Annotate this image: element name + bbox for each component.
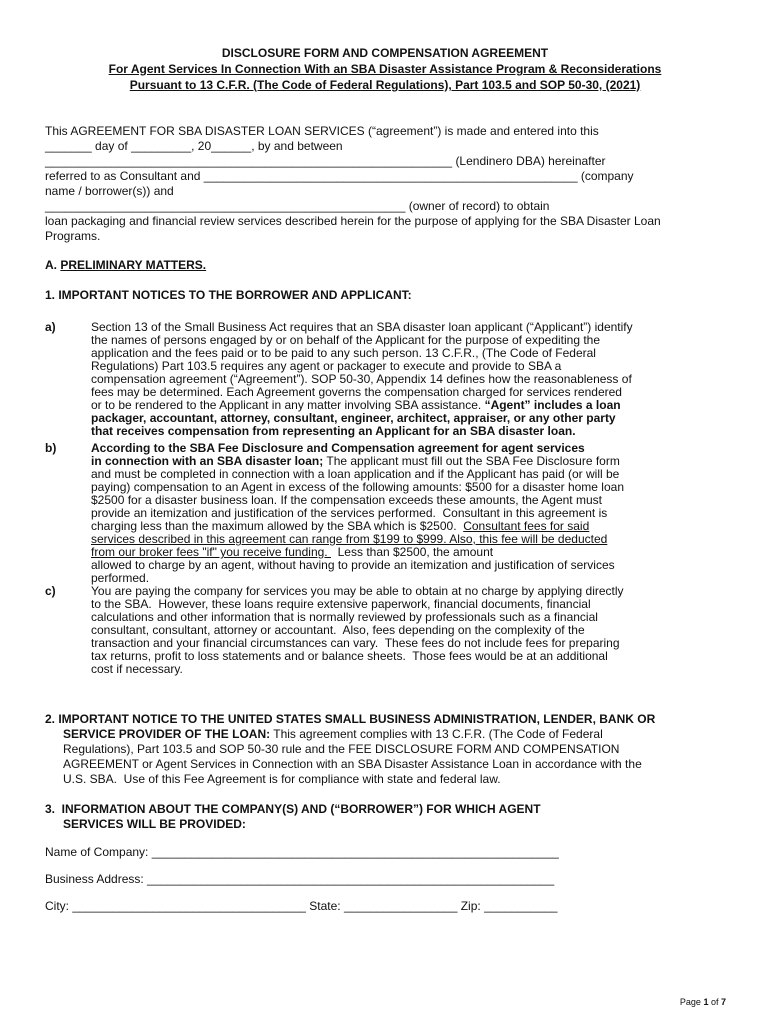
item-c-line: consultant, consultant, attorney or accountant. Also, fees depending on the complexity of the [91, 623, 585, 637]
document-subtitle-1: For Agent Services In Connection With an SBA Disaster Assistance Program & Reconsiderations [108, 62, 662, 76]
section-3-heading-cont: SERVICES WILL BE PROVIDED: [63, 817, 246, 831]
section-a-title: PRELIMINARY MATTERS. [60, 258, 207, 272]
section-2-line: Regulations), Part 103.5 and SOP 50-30 rule and the FEE DISCLOSURE FORM AND COMPENSATION [63, 742, 620, 756]
document-subtitle-2: Pursuant to 13 C.F.R. (The Code of Federal Regulations), Part 103.5 and SOP 50-30, (2021) [129, 78, 641, 92]
intro-line: _____________________________________________________________ (Lendinero DBA) hereinafter [45, 154, 606, 168]
section-3-heading: 3. INFORMATION ABOUT THE COMPANY(S) AND (“BORROWER”) FOR WHICH AGENT [45, 802, 541, 816]
item-b-text: The applicant must fill out the SBA Fee Disclosure form [323, 454, 620, 468]
item-b-line: performed. [91, 571, 150, 585]
page-number [680, 997, 726, 1007]
item-a-label: a) [45, 320, 56, 334]
intro-line: name / borrower(s)) and [45, 184, 174, 198]
item-b-line [91, 545, 493, 559]
item-b-underlined-text: from our broker fees "if" you receive funding. [91, 545, 331, 559]
item-b-line [91, 519, 589, 533]
section-a-heading [45, 258, 206, 272]
item-a-line: Regulations) Part 103.5 requires any agent or packager to execute and provide to SBA a [91, 359, 562, 373]
item-a-line: Section 13 of the Small Business Act requires that an SBA disaster loan applicant (“Applicant”) identify [91, 320, 633, 334]
item-b-line: $2500 for a disaster business loan. If the compensation exceeds these amounts, the Agent must [91, 493, 602, 507]
item-b-line: and must be completed in connection with a loan application and if the Applicant has paid (or will be [91, 467, 620, 481]
intro-line: loan packaging and financial review services described herein for the purpose of applying for the SBA Disaster Loan [45, 214, 661, 228]
page-total: 7 [720, 997, 726, 1007]
intro-line: This AGREEMENT FOR SBA DISASTER LOAN SERVICES (“agreement”) is made and entered into this [45, 124, 599, 138]
intro-line: referred to as Consultant and ________________________________________________________ (company [45, 169, 634, 183]
item-a-line [91, 398, 621, 412]
section-a-prefix: A. [45, 258, 61, 272]
intro-line: Programs. [45, 229, 101, 243]
section-2-text: This agreement complies with 13 C.F.R. (The Code of Federal [270, 727, 603, 741]
item-b-label: b) [45, 441, 57, 455]
item-a-bold-line: packager, accountant, attorney, consultant, engineer, architect, appraiser, or any other party [91, 411, 616, 425]
section-2-bold-text: SERVICE PROVIDER OF THE LOAN: [63, 727, 271, 741]
page-current: 1 [703, 997, 709, 1007]
item-b-underlined-text: Consultant fees for said [463, 519, 590, 533]
document-title: DISCLOSURE FORM AND COMPENSATION AGREEMENT [221, 46, 549, 60]
item-b-line: provide an itemization and justification of the services performed. Consultant in this agreement is [91, 506, 608, 520]
item-a-line: the names of persons engaged by or on behalf of the Applicant for the purpose of expediting the [91, 333, 601, 347]
intro-line: ______________________________________________________ (owner of record) to obtain [45, 199, 550, 213]
item-c-label: c) [45, 584, 56, 598]
item-a-line: fees may be determined. Each Agreement governs the compensation charged for services rendered [91, 385, 622, 399]
item-c-line: to the SBA. However, these loans require extensive paperwork, financial documents, financial [91, 597, 591, 611]
section-1-heading: 1. IMPORTANT NOTICES TO THE BORROWER AND APPLICANT: [45, 288, 412, 302]
item-b-underlined-line: services described in this agreement can range from $199 to $999. Also, this fee will be deducted [91, 532, 608, 546]
page-prefix: Page [679, 997, 704, 1007]
section-2-heading: 2. IMPORTANT NOTICE TO THE UNITED STATES SMALL BUSINESS ADMINISTRATION, LENDER, BANK OR [45, 712, 656, 726]
page-of: of [708, 997, 721, 1007]
item-a-line: application and the fees paid or to be paid to any such person. 13 C.F.R., (The Code of Federal [91, 346, 596, 360]
city-state-zip-field[interactable]: City: ___________________________________ State: _________________ Zip: ___________ [45, 899, 558, 913]
business-address-field[interactable]: Business Address: _____________________________________________________________ [45, 872, 555, 886]
item-b-bold-line: According to the SBA Fee Disclosure and Compensation agreement for agent services [91, 441, 585, 455]
section-2-line [63, 727, 603, 741]
company-name-field[interactable]: Name of Company: _____________________________________________________________ [45, 845, 559, 859]
item-b-line: allowed to charge by an agent, without having to provide an itemization and justification of services [91, 558, 615, 572]
item-b-text: charging less than the maximum allowed by the SBA which is $2500. [91, 519, 464, 533]
item-b-line: paying) compensation to an Agent in excess of the following amounts: $500 for a disaster home loan [91, 480, 624, 494]
item-a-agent-definition: “Agent” includes a loan [484, 398, 621, 412]
item-a-line: compensation agreement (“Agreement”). SOP 50-30, Appendix 14 defines how the reasonableness of [91, 372, 632, 386]
item-c-line: tax returns, profit to loss statements and or balance sheets. Those fees would be at an additional [91, 649, 608, 663]
item-c-line: cost if necessary. [91, 662, 183, 676]
section-2-line: AGREEMENT or Agent Services in Connection with an SBA Disaster Assistance Loan in accordance with the [63, 757, 642, 771]
item-a-text: or to be rendered to the Applicant in any matter involving SBA assistance. [91, 398, 485, 412]
item-a-bold-line: that receives compensation from representing an Applicant for an SBA disaster loan. [91, 424, 576, 438]
item-b-line [91, 454, 620, 468]
item-b-bold-text: in connection with an SBA disaster loan; [91, 454, 324, 468]
item-c-line: calculations and other information that is normally reviewed by professionals such as a financial [91, 610, 598, 624]
intro-line: _______ day of _________, 20______, by and between [45, 139, 343, 153]
item-c-line: transaction and your financial circumstances can vary. These fees do not include fees for preparing [91, 636, 620, 650]
item-b-text: Less than $2500, the amount [330, 545, 494, 559]
item-c-line: You are paying the company for services you may be able to obtain at no charge by applying directly [91, 584, 624, 598]
section-2-line: U.S. SBA. Use of this Fee Agreement is for compliance with state and federal law. [63, 772, 501, 786]
